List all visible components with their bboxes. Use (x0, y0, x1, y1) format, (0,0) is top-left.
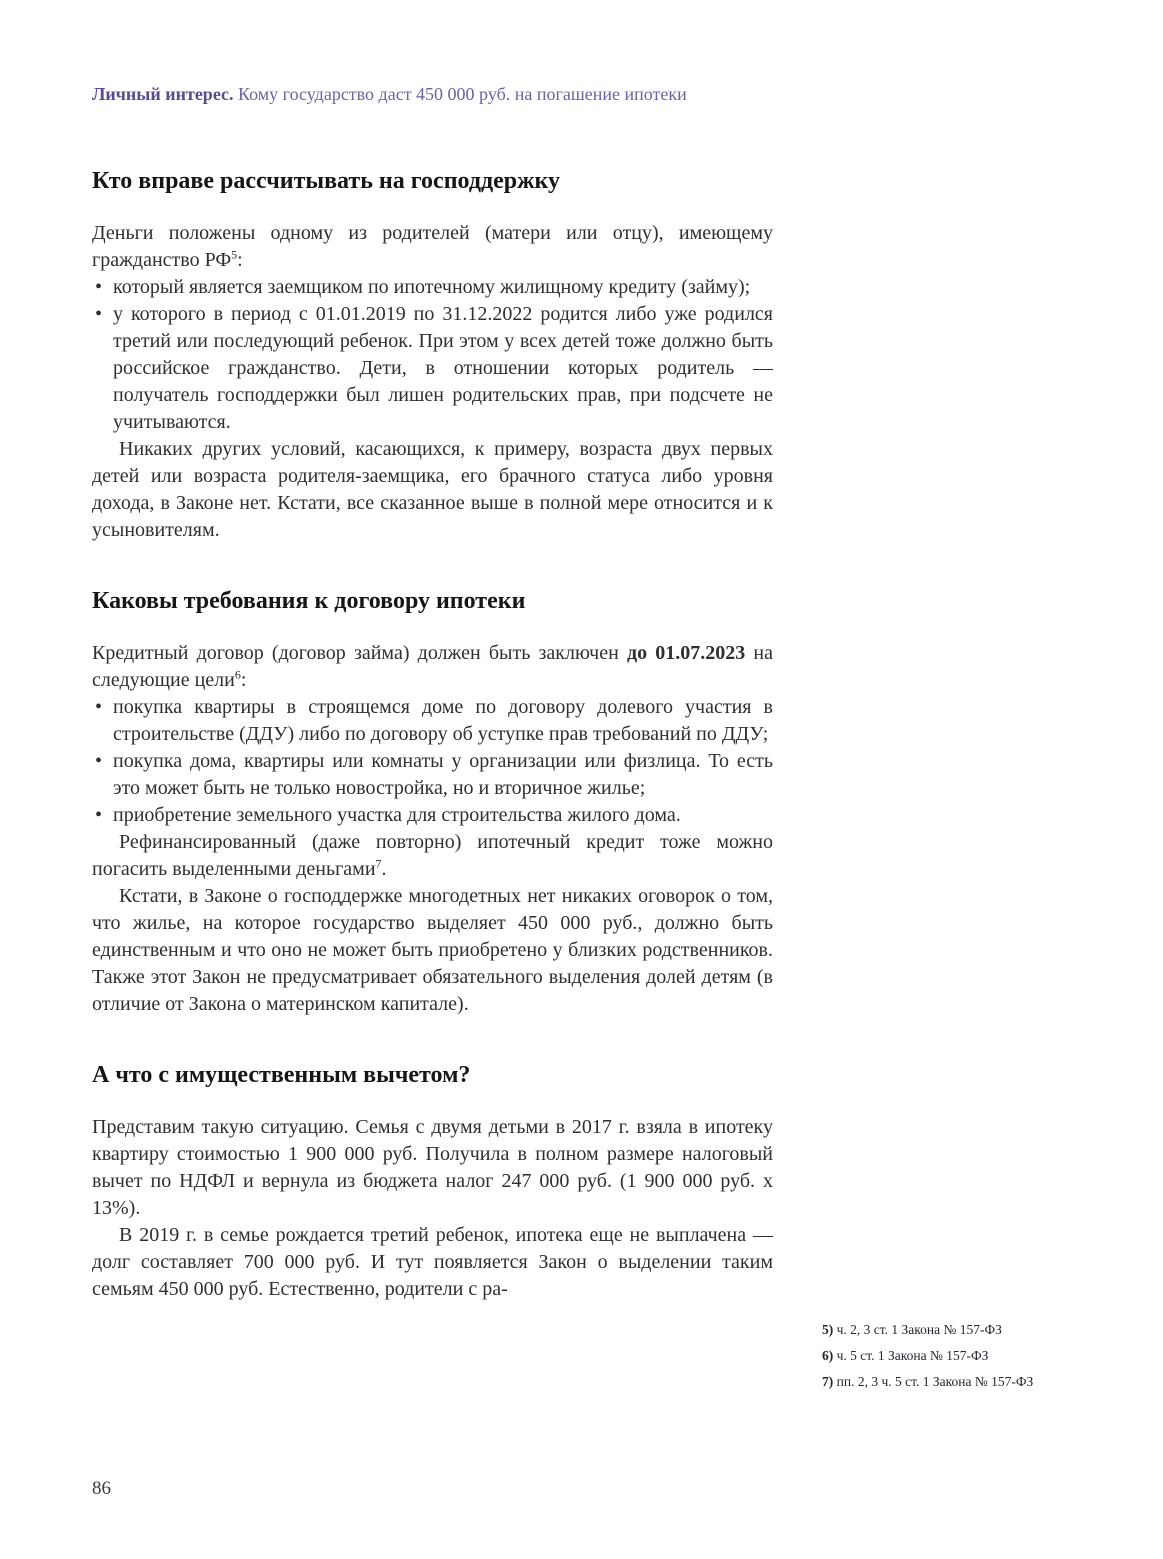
paragraph: В 2019 г. в семье рождается третий ребенок, ипотека еще не выплачена — долг составляет 700 000 руб. И тут появляется Закон о выделении таким семьям 450 000 руб. Естественно, родители с ра- (92, 1224, 773, 1300)
footnote-text: ч. 5 ст. 1 Закона № 157-ФЗ (836, 1348, 989, 1363)
paragraph-text: на следующие цели (92, 642, 773, 691)
list-item: • приобретение земельного участка для строительства жилого дома. (92, 802, 773, 829)
footnote-text: ч. 2, 3 ст. 1 Закона № 157-ФЗ (836, 1322, 1002, 1337)
list-item: • покупка дома, квартиры или комнаты у организации или физлица. То есть это может быть не только новостройка, но и вторичное жилье; (92, 748, 773, 802)
header-title: Кому государство даст 450 000 руб. на погашение ипотеки (238, 84, 687, 104)
paragraph: Кстати, в Законе о господдержке многодетных нет никаких оговорок о том, что жилье, на которое государство выделяет 450 000 руб., должно быть единственным и что оно не может быть приобретено у близких родственников. Также этот Закон не предусматривает обязательного выделения долей детям (в отличие от Закона о материнском капитале). (92, 885, 773, 1015)
footnote-6 (822, 1346, 1050, 1365)
article-body (92, 150, 773, 1303)
paragraph-text: Рефинансированный (даже повторно) ипотечный кредит тоже можно погасить выделенными деньгами (92, 831, 773, 880)
footnote-ref-7: 7 (375, 856, 382, 871)
paragraph (92, 640, 773, 694)
section-contract-requirements (92, 586, 773, 1018)
paragraph (92, 829, 773, 883)
paragraph: Представим такую ситуацию. Семья с двумя детьми в 2017 г. взяла в ипотеку квартиру стоимостью 1 900 000 руб. Получила в полном размере налоговый вычет по НДФЛ и вернула из бюджета налог 247 000 руб. (1 900 000 руб. х 13%). (92, 1116, 773, 1219)
deadline-date: до 01.07.2023 (626, 642, 746, 664)
page-number: 86 (92, 1478, 111, 1499)
rubric-label: Личный интерес. (92, 84, 234, 104)
footnote-number: 7) (822, 1374, 834, 1389)
section-who-qualifies (92, 166, 773, 544)
paragraph (92, 220, 773, 274)
paragraph-text: Деньги положены одному из родителей (матери или отцу), имеющему гражданство РФ (92, 222, 773, 271)
section-heading: А что с имущественным вычетом? (92, 1062, 471, 1088)
footnote-number: 5) (822, 1322, 834, 1337)
bullet-list (92, 694, 773, 829)
section-heading: Кто вправе рассчитывать на господдержку (92, 168, 560, 194)
footnote-ref-5: 5 (231, 247, 238, 262)
paragraph-text: : (240, 669, 247, 691)
list-item: • у которого в период с 01.01.2019 по 31.12.2022 родится либо уже родился третий или последующий ребенок. При этом у всех детей тоже должно быть российское гражданство. Дети, в отношении которых родитель — получатель господдержки был лишен родительских прав, при подсчете не учитываются. (92, 301, 773, 436)
paragraph-text: Кредитный договор (договор займа) должен быть заключен (92, 642, 627, 664)
page-header (92, 82, 1072, 106)
list-item: • который является заемщиком по ипотечному жилищному кредиту (займу); (92, 274, 773, 301)
section-property-deduction (92, 1060, 773, 1303)
footnote-5 (822, 1320, 1050, 1339)
footnote-number: 6) (822, 1348, 834, 1363)
paragraph: Никаких других условий, касающихся, к примеру, возраста двух первых детей или возраста родителя-заемщика, его брачного статуса либо уровня дохода, в Законе нет. Кстати, все сказанное выше в полной мере относится и к усыновителям. (92, 438, 773, 541)
section-heading: Каковы требования к договору ипотеки (92, 588, 526, 614)
list-item: • покупка квартиры в строящемся доме по договору долевого участия в строительстве (ДДУ) либо по договору об уступке прав требований по ДДУ; (92, 694, 773, 748)
footnote-text: пп. 2, 3 ч. 5 ст. 1 Закона № 157-ФЗ (836, 1374, 1034, 1389)
bullet-list (92, 274, 773, 436)
paragraph-text: : (237, 249, 243, 271)
footnote-ref-6: 6 (234, 667, 241, 682)
footnotes-column (822, 1320, 1050, 1398)
paragraph-text: . (381, 858, 387, 880)
footnote-7 (822, 1372, 1050, 1391)
